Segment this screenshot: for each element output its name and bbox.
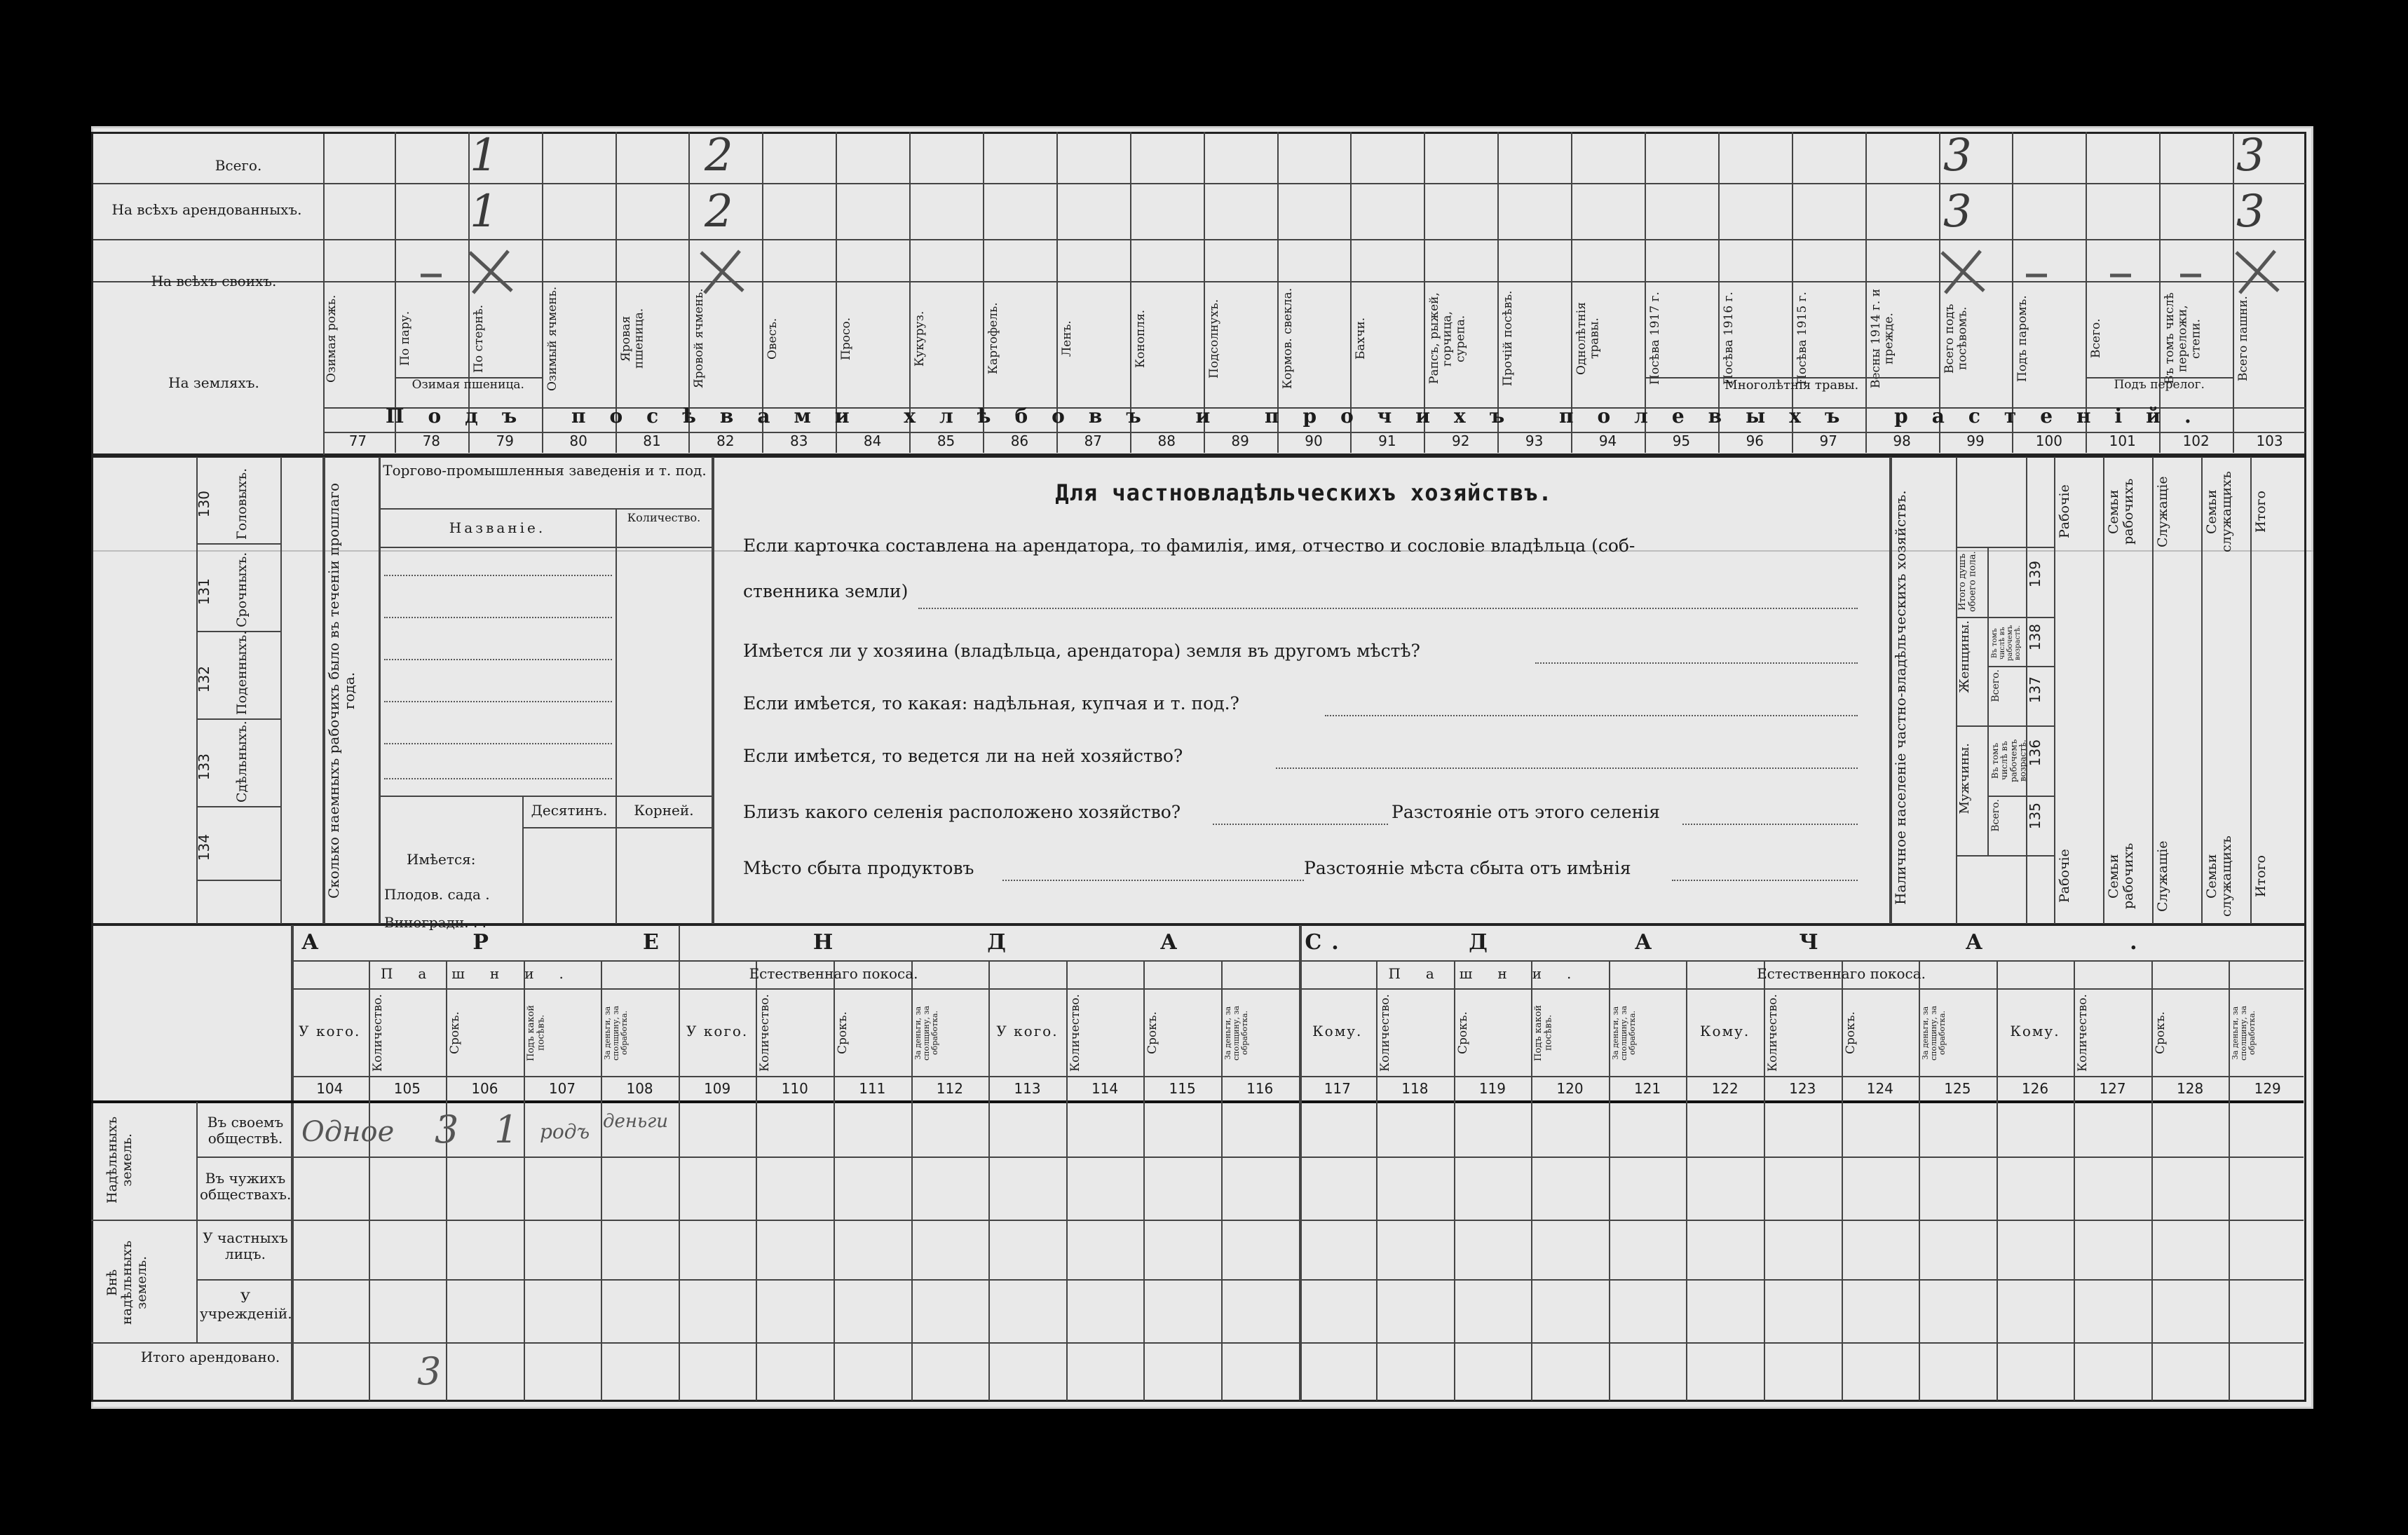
pop-servfam-bottom: Семьи служащихъ <box>2204 835 2234 917</box>
rent-col-label-127: Количество. <box>2076 994 2090 1072</box>
label-sdel: Сдѣльныхъ. <box>234 721 250 803</box>
rent-col-num-109: 109 <box>704 1080 731 1097</box>
rent-group-sdacha-pashni: Пашни. <box>1388 965 1597 982</box>
census-card <box>91 126 2313 1409</box>
hw-c82-rented: 2 <box>705 186 733 238</box>
label-golov: Головыхъ. <box>234 468 250 540</box>
rent-col-num-107: 107 <box>548 1080 576 1097</box>
crop-col-num-86: 86 <box>1010 432 1029 449</box>
hw-rent-crop: родъ <box>540 1120 590 1143</box>
rent-group-arenda-pashni: Пашни. <box>380 965 589 982</box>
crop-col-label-77: Озимая рожь. <box>325 294 339 383</box>
col-130: 130 <box>196 491 212 518</box>
rent-col-label-110: Количество. <box>758 994 773 1072</box>
crop-col-label-88: Конопля. <box>1133 309 1148 368</box>
crop-col-label-81: Яровая пшеница. <box>618 308 646 369</box>
crop-col-num-78: 78 <box>422 432 441 449</box>
crop-col-label-95: Посѣва 1917 г. <box>1648 292 1662 386</box>
rent-col-label-129: За деньги, за сполщину, за обработка. <box>2231 1005 2257 1060</box>
crop-col-label-85: Кукуруз. <box>913 311 927 367</box>
trade-roots: Корней. <box>634 802 694 819</box>
crop-col-label-99: Всего подъ посѣвомъ. <box>1942 303 1970 374</box>
rent-col-label-109: У кого. <box>686 1023 749 1039</box>
rent-col-num-114: 114 <box>1091 1080 1119 1097</box>
crop-col-label-89: Подсолнухъ. <box>1206 299 1221 378</box>
crop-col-label-84: Просо. <box>839 317 854 360</box>
row-own-label: На всѣхъ своихъ. <box>151 273 277 289</box>
rent-col-label-125: За деньги, за сполщину, за обработка. <box>1921 1005 1947 1060</box>
crop-col-num-87: 87 <box>1084 432 1103 449</box>
crop-col-label-103: Всего пашни. <box>2236 296 2251 381</box>
pop-women: Женщины. <box>1957 620 1972 693</box>
rent-col-label-116: За деньги, за сполщину, за обработка. <box>1223 1005 1250 1060</box>
label-hired-workers: Сколько наемныхъ рабочихъ было въ теченiи прошлаго года. <box>325 482 358 899</box>
pop-women-working: Въ томъ числѣ въ рабочемъ возрастѣ. <box>1991 625 2022 662</box>
rent-col-label-113: У кого. <box>996 1023 1059 1039</box>
rent-col-label-104: У кого. <box>299 1023 361 1039</box>
rent-col-label-112: За деньги, за сполщину, за обработка. <box>913 1005 939 1060</box>
rent-col-label-105: Количество. <box>370 994 385 1072</box>
crop-col-num-88: 88 <box>1157 432 1176 449</box>
rent-col-label-114: Количество. <box>1068 994 1082 1072</box>
pop-women-total: Всего. <box>1990 669 2001 702</box>
private-q3: Если имѣется, то какая: надѣльная, купчая и т. под.? <box>743 693 1239 714</box>
private-q2: Имѣется ли у хозяина (владѣльца, арендатора) земля въ другомъ мѣстѣ? <box>743 641 1420 661</box>
col-134: 134 <box>196 834 212 861</box>
rent-sdacha-title: СДАЧА. <box>1305 930 2285 955</box>
rent-col-label-120: Подъ какой посѣвъ. <box>1533 1004 1554 1061</box>
hw-c99-total: 3 <box>1943 130 1972 182</box>
group-perennial: Многолѣтнiя травы. <box>1725 378 1859 393</box>
row-lands-label: На земляхъ. <box>168 374 259 391</box>
hw-c79-rented: 1 <box>470 186 498 238</box>
rent-col-num-126: 126 <box>2021 1080 2049 1097</box>
hw-c82-total: 2 <box>705 130 733 182</box>
crop-col-num-77: 77 <box>348 432 367 449</box>
crop-col-num-102: 102 <box>2182 432 2210 449</box>
rent-col-num-118: 118 <box>1401 1080 1429 1097</box>
private-q5b: Разстоянiе отъ этого селенiя <box>1392 802 1661 822</box>
pop-itogo-top: Итого <box>2253 491 2268 533</box>
pop-men-working: Въ томъ числѣ въ рабочемъ возрастѣ. <box>1990 739 2028 782</box>
group-winter-wheat: Озимая пшеница. <box>411 378 524 392</box>
rent-row-private: У частныхъ лицъ. <box>203 1229 288 1262</box>
rent-col-num-127: 127 <box>2099 1080 2126 1097</box>
crop-col-label-94: Однолѣтнiя травы. <box>1574 302 1602 375</box>
crop-col-label-82: Яровой ячмень. <box>692 288 707 389</box>
group-fallow: Подъ перелог. <box>2114 378 2205 392</box>
pop-workers-top: Рабочiе <box>2057 484 2072 539</box>
rent-col-label-106: Срокъ. <box>448 1011 463 1054</box>
trade-qty-col: Количество. <box>627 511 701 524</box>
crop-col-num-79: 79 <box>496 432 514 449</box>
col-137: 137 <box>2027 676 2043 704</box>
col-135: 135 <box>2027 803 2043 830</box>
crop-col-label-96: Посѣва 1916 г. <box>1721 292 1736 386</box>
pop-families-top: Семьи рабочихъ <box>2106 478 2136 545</box>
crop-col-label-80: Озимый ячмень. <box>545 286 559 391</box>
rent-arenda-title: АРЕНДА. <box>301 930 1493 955</box>
crop-col-num-81: 81 <box>643 432 661 449</box>
crop-col-label-98: Весны 1914 г. и прежде. <box>1868 288 1896 389</box>
crop-col-num-84: 84 <box>863 432 882 449</box>
col-133: 133 <box>196 753 212 781</box>
rent-col-num-124: 124 <box>1866 1080 1893 1097</box>
crop-col-label-97: Посѣва 1915 г. <box>1795 292 1809 386</box>
rent-col-num-123: 123 <box>1789 1080 1816 1097</box>
rent-col-label-111: Срокъ. <box>836 1011 850 1054</box>
rent-group-arenda-pokos: Естественнаго покоса. <box>749 965 918 982</box>
crop-col-label-93: Прочiй посѣвъ. <box>1501 290 1516 387</box>
rent-col-num-115: 115 <box>1169 1080 1196 1097</box>
rent-col-num-110: 110 <box>781 1080 808 1097</box>
crop-col-label-102: Въ томъ числѣ переложи, степи. <box>2163 292 2203 385</box>
crop-col-num-91: 91 <box>1378 432 1396 449</box>
trade-vineyard: Виноградн. . . <box>384 914 487 931</box>
hw-rent-qty: 3 <box>435 1107 459 1152</box>
rent-col-label-122: Кому. <box>1700 1023 1750 1039</box>
crop-col-num-100: 100 <box>2035 432 2062 449</box>
crop-col-num-92: 92 <box>1452 432 1470 449</box>
rent-col-label-117: Кому. <box>1312 1023 1363 1039</box>
pop-men-total: Всего. <box>1990 799 2001 832</box>
private-q1: Если карточка составлена на арендатора, то фамилiя, имя, отчество и сословiе владѣльца (соб- <box>743 535 1635 556</box>
rent-col-num-108: 108 <box>626 1080 653 1097</box>
hw-c79-total: 1 <box>470 130 498 182</box>
row-total-label: Всего. <box>215 157 262 174</box>
rent-col-num-116: 116 <box>1246 1080 1274 1097</box>
crop-col-num-83: 83 <box>790 432 808 449</box>
pop-header: Наличное населенiе частно-владѣльческихъ хозяйствъ. <box>1892 490 1909 905</box>
crop-col-num-101: 101 <box>2109 432 2136 449</box>
rent-col-num-129: 129 <box>2254 1080 2281 1097</box>
rent-col-num-121: 121 <box>1633 1080 1661 1097</box>
crop-col-num-95: 95 <box>1672 432 1691 449</box>
rent-col-num-105: 105 <box>393 1080 421 1097</box>
private-q6: Мѣсто сбыта продуктовъ <box>743 858 974 878</box>
col-136: 136 <box>2027 739 2043 767</box>
private-q1b: ственника земли) <box>743 581 909 601</box>
rent-col-num-106: 106 <box>471 1080 498 1097</box>
col-139: 139 <box>2027 561 2043 588</box>
rent-col-num-122: 122 <box>1711 1080 1739 1097</box>
rent-row-vne: Внѣ надѣльныхъ земель. <box>104 1240 149 1325</box>
rent-col-num-113: 113 <box>1014 1080 1041 1097</box>
hw-rent-pay: деньги <box>603 1111 669 1132</box>
rent-row-itogo: Итого арендовано. <box>140 1349 280 1365</box>
rent-row-other-soc: Въ чужихъ обществахъ. <box>200 1170 292 1203</box>
crop-col-num-94: 94 <box>1598 432 1617 449</box>
crop-col-label-79: По стернѣ. <box>471 304 486 373</box>
crop-col-label-78: По пару. <box>397 311 412 367</box>
crop-col-num-98: 98 <box>1893 432 1911 449</box>
pop-families-bottom: Семьи рабочихъ <box>2106 842 2136 910</box>
rent-col-num-128: 128 <box>2177 1080 2204 1097</box>
trade-desyat: Десятинъ. <box>531 802 608 819</box>
rent-row-nadel: Надѣльныхъ земель. <box>104 1116 135 1204</box>
crop-col-label-87: Ленъ. <box>1059 320 1074 357</box>
rent-col-num-104: 104 <box>316 1080 343 1097</box>
rent-col-label-107: Подъ какой посѣвъ. <box>525 1004 547 1061</box>
hw-rent-total: 3 <box>417 1349 442 1393</box>
crop-col-num-97: 97 <box>1819 432 1837 449</box>
trade-name-col: Названiе. <box>449 519 546 536</box>
col-132: 132 <box>196 666 212 693</box>
trade-has: Имѣется: <box>407 851 476 868</box>
col-138: 138 <box>2027 624 2043 651</box>
crop-col-label-86: Картофель. <box>986 302 1000 375</box>
hw-rent-term: 1 <box>494 1107 519 1152</box>
rent-group-sdacha-pokos: Естественнаго покоса. <box>1757 965 1926 982</box>
hw-rent-who: Одное <box>301 1116 395 1148</box>
rent-row-own-soc: Въ своемъ обществѣ. <box>207 1114 284 1147</box>
rent-col-label-128: Срокъ. <box>2153 1011 2168 1054</box>
label-srok: Срочныхъ. <box>234 552 250 627</box>
crop-col-label-90: Кормов. свекла. <box>1280 287 1295 390</box>
crop-col-num-85: 85 <box>937 432 955 449</box>
rent-col-label-118: Количество. <box>1378 994 1393 1072</box>
private-q4: Если имѣется, то ведется ли на ней хозяйство? <box>743 746 1183 766</box>
rent-col-label-108: За деньги, за сполщину, за обработка. <box>603 1005 630 1060</box>
crop-col-label-92: Рапсъ, рыжей, горчица, сурепа. <box>1427 292 1468 385</box>
rent-col-num-119: 119 <box>1478 1080 1506 1097</box>
rent-row-inst: У учрежденiй. <box>200 1289 292 1322</box>
row-rented-label: На всѣхъ арендованныхъ. <box>111 201 302 218</box>
crop-col-num-103: 103 <box>2256 432 2283 449</box>
rent-col-label-121: За деньги, за сполщину, за обработка. <box>1610 1005 1637 1060</box>
crop-col-label-91: Бахчи. <box>1354 317 1368 360</box>
rent-col-label-115: Срокъ. <box>1145 1011 1160 1054</box>
trade-orchard: Плодов. сада . <box>384 886 490 903</box>
crop-col-num-82: 82 <box>716 432 735 449</box>
rent-col-label-126: Кому. <box>2010 1023 2060 1039</box>
private-q5: Близъ какого селенiя расположено хозяйство? <box>743 802 1181 822</box>
rent-col-label-124: Срокъ. <box>1843 1011 1858 1054</box>
trade-header: Торгово-промышленныя заведенiя и т. под. <box>383 462 707 479</box>
rent-col-num-125: 125 <box>1944 1080 1971 1097</box>
crop-col-num-80: 80 <box>569 432 587 449</box>
rent-col-num-117: 117 <box>1324 1080 1351 1097</box>
crop-col-label-101: Всего. <box>2089 318 2104 359</box>
col-131: 131 <box>196 578 212 606</box>
rent-col-label-119: Срокъ. <box>1455 1011 1470 1054</box>
crop-col-num-93: 93 <box>1525 432 1544 449</box>
hw-c103-rented: 3 <box>2236 186 2265 238</box>
pop-servants-bottom: Служащiе <box>2155 840 2170 912</box>
hw-c99-rented: 3 <box>1943 186 1972 238</box>
pop-itogo-both: Итого душъ обоего пола. <box>1957 551 1978 613</box>
pop-itogo-bottom: Итого <box>2253 855 2268 897</box>
crop-col-label-83: Овесъ. <box>766 318 780 360</box>
pop-servfam-top: Семьи служащихъ <box>2204 471 2234 552</box>
rent-col-num-112: 112 <box>936 1080 963 1097</box>
crop-col-num-96: 96 <box>1746 432 1764 449</box>
crop-col-label-100: Подъ паромъ. <box>2015 295 2030 382</box>
private-title: Для частновладѣльческихъ хозяйствъ. <box>1055 479 1553 506</box>
pop-servants-top: Служащiе <box>2155 476 2170 547</box>
rent-col-label-123: Количество. <box>1765 994 1780 1072</box>
label-poden: Поденныхъ. <box>234 630 250 715</box>
crop-banner: Подъ посѣвами хлѣбовъ и прочихъ полевыхъ растенiй. <box>386 404 2215 428</box>
rent-col-num-111: 111 <box>859 1080 886 1097</box>
hw-c103-total: 3 <box>2236 130 2265 182</box>
pop-workers-bottom: Рабочiе <box>2057 849 2072 903</box>
crop-col-num-99: 99 <box>1966 432 1985 449</box>
private-q6b: Разстоянiе мѣста сбыта отъ имѣнiя <box>1304 858 1631 878</box>
hw-crossmarks <box>91 126 2306 456</box>
crop-col-num-90: 90 <box>1305 432 1323 449</box>
rent-col-num-120: 120 <box>1556 1080 1584 1097</box>
crop-col-num-89: 89 <box>1231 432 1249 449</box>
pop-men: Мужчины. <box>1957 743 1972 814</box>
